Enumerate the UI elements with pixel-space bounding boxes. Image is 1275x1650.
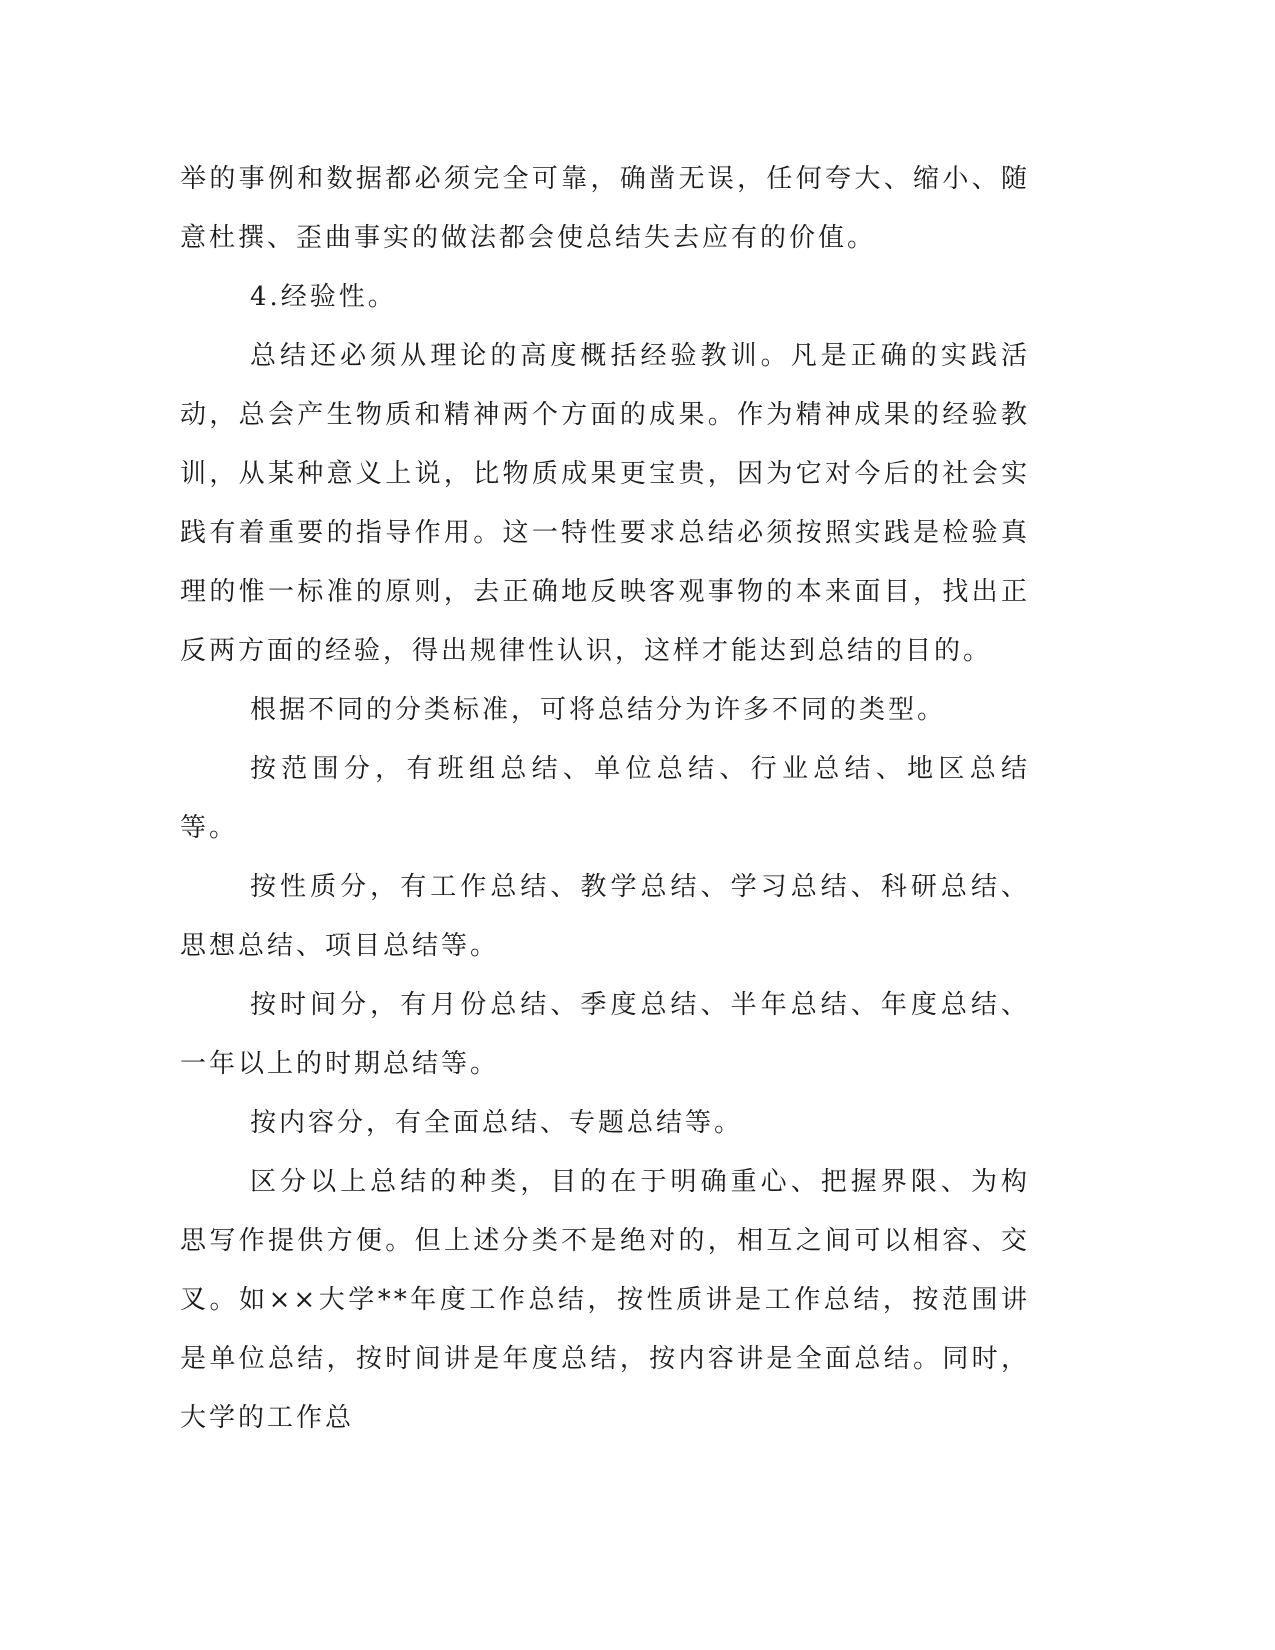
paragraph-by-scope: 按范围分，有班组总结、单位总结、行业总结、地区总结等。 [180, 754, 1030, 843]
paragraph-classification-intro: 根据不同的分类标准，可将总结分为许多不同的类型。 [250, 695, 947, 725]
paragraph-intro-continuation: 举的事例和数据都必须完全可靠，确凿无误，任何夸大、缩小、随意杜撰、歪曲事实的做法都会使总结失去应有的价值。 [180, 164, 1030, 253]
paragraph-classification-purpose: 区分以上总结的种类，目的在于明确重心、把握界限、为构思写作提供方便。但上述分类不是绝对的，相互之间可以相容、交叉。如××大学**年度工作总结，按性质讲是工作总结，按范围讲是单位总结，按时间讲是年度总结，按内容讲是全面总结。同时，大学的工作总 [180, 1167, 1030, 1433]
paragraph-by-time: 按时间分，有月份总结、季度总结、半年总结、年度总结、一年以上的时期总结等。 [180, 990, 1030, 1079]
document-body [180, 150, 1030, 1448]
section-heading-experience: 4.经验性。 [250, 282, 397, 312]
paragraph-by-content: 按内容分，有全面总结、专题总结等。 [250, 1108, 744, 1138]
paragraph-by-nature: 按性质分，有工作总结、教学总结、学习总结、科研总结、思想总结、项目总结等。 [180, 872, 1030, 961]
paragraph-experience: 总结还必须从理论的高度概括经验教训。凡是正确的实践活动，总会产生物质和精神两个方面的成果。作为精神成果的经验教训，从某种意义上说，比物质成果更宝贵，因为它对今后的社会实践有着重要的指导作用。这一特性要求总结必须按照实践是检验真理的惟一标准的原则，去正确地反映客观事物的本来面目，找出正反两方面的经验，得出规律性认识，这样才能达到总结的目的。 [180, 341, 1030, 666]
